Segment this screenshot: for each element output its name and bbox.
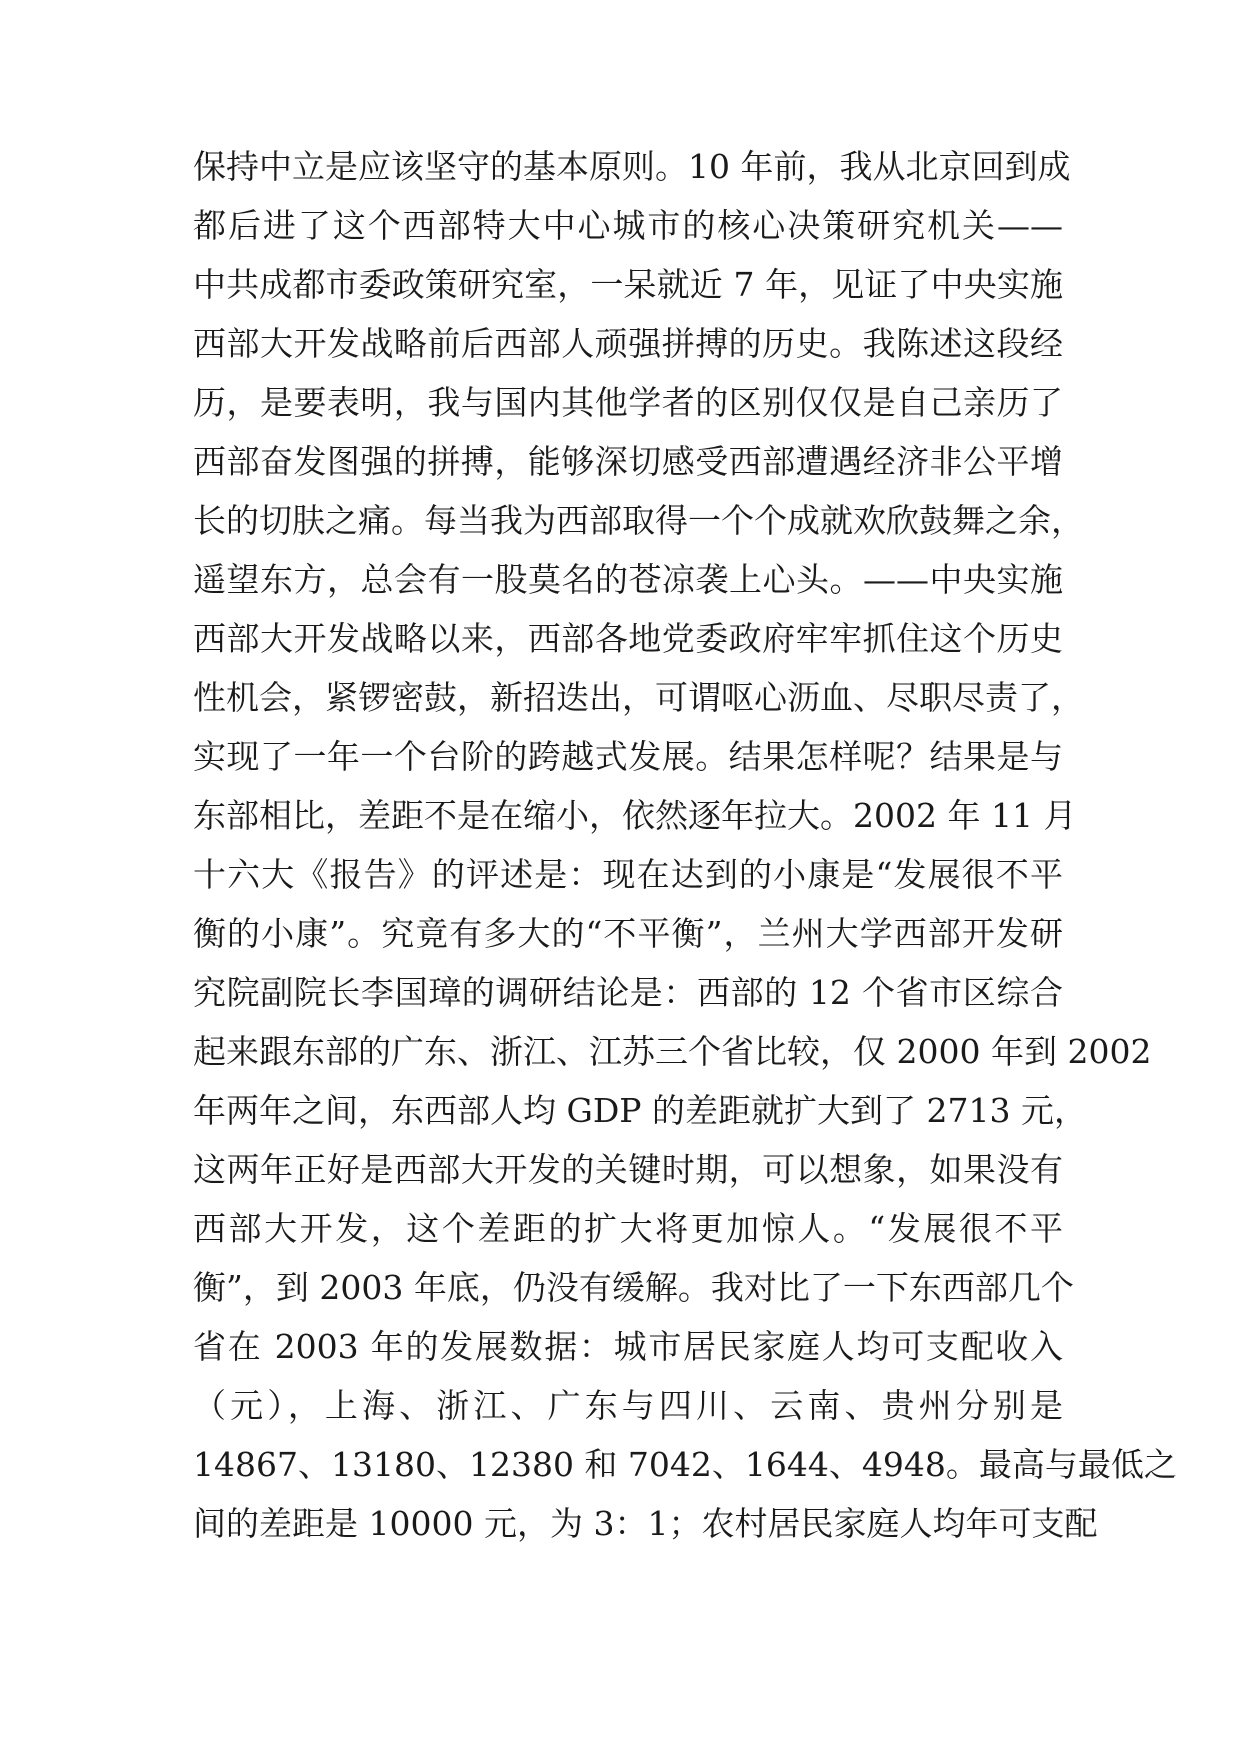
- text-line: 起来跟东部的广东、浙江、江苏三个省比较，仅 2000 年到 2002: [193, 1032, 1152, 1071]
- text-line: 西部奋发图强的拼搏，能够深切感受西部遭遇经济非公平增: [193, 442, 1063, 481]
- text-line: 衡”，到 2003 年底，仍没有缓解。我对比了一下东西部几个: [193, 1268, 1074, 1307]
- text-line: 性机会，紧锣密鼓，新招迭出，可谓呕心沥血、尽职尽责了，: [193, 678, 1084, 717]
- text-line: 14867、13180、12380 和 7042、1644、4948。最高与最低之: [193, 1445, 1177, 1484]
- text-line: 长的切肤之痛。每当我为西部取得一个个成就欢欣鼓舞之余，: [193, 501, 1084, 540]
- text-line: 西部大开发，这个差距的扩大将更加惊人。“发展很不平: [193, 1209, 1063, 1248]
- text-line: （元），上海、浙江、广东与四川、云南、贵州分别是: [193, 1386, 1063, 1425]
- text-line: 中共成都市委政策研究室，一呆就近 7 年，见证了中央实施: [193, 265, 1063, 304]
- text-line: 实现了一年一个台阶的跨越式发展。结果怎样呢？结果是与: [193, 737, 1063, 776]
- text-line: 十六大《报告》的评述是：现在达到的小康是“发展很不平: [193, 855, 1063, 894]
- text-line: 历，是要表明，我与国内其他学者的区别仅仅是自己亲历了: [193, 383, 1063, 422]
- text-line: 西部大开发战略以来，西部各地党委政府牢牢抓住这个历史: [193, 619, 1063, 658]
- text-line: 衡的小康”。究竟有多大的“不平衡”，兰州大学西部开发研: [193, 914, 1063, 953]
- text-line: 东部相比，差距不是在缩小，依然逐年拉大。2002 年 11 月: [193, 796, 1077, 835]
- text-line: 间的差距是 10000 元，为 3：1；农村居民家庭人均年可支配: [193, 1504, 1098, 1543]
- text-line: 这两年正好是西部大开发的关键时期，可以想象，如果没有: [193, 1150, 1063, 1189]
- body-text: [193, 137, 1177, 1553]
- text-line: 西部大开发战略前后西部人顽强拼搏的历史。我陈述这段经: [193, 324, 1063, 363]
- text-line: 保持中立是应该坚守的基本原则。10 年前，我从北京回到成: [193, 147, 1071, 186]
- text-line: 究院副院长李国璋的调研结论是：西部的 12 个省市区综合: [193, 973, 1063, 1012]
- text-line: 遥望东方，总会有一股莫名的苍凉袭上心头。——中央实施: [193, 560, 1063, 599]
- text-line: 年两年之间，东西部人均 GDP 的差距就扩大到了 2713 元，: [193, 1091, 1087, 1130]
- text-line: 都后进了这个西部特大中心城市的核心决策研究机关——: [193, 206, 1063, 245]
- text-line: 省在 2003 年的发展数据：城市居民家庭人均可支配收入: [193, 1327, 1063, 1366]
